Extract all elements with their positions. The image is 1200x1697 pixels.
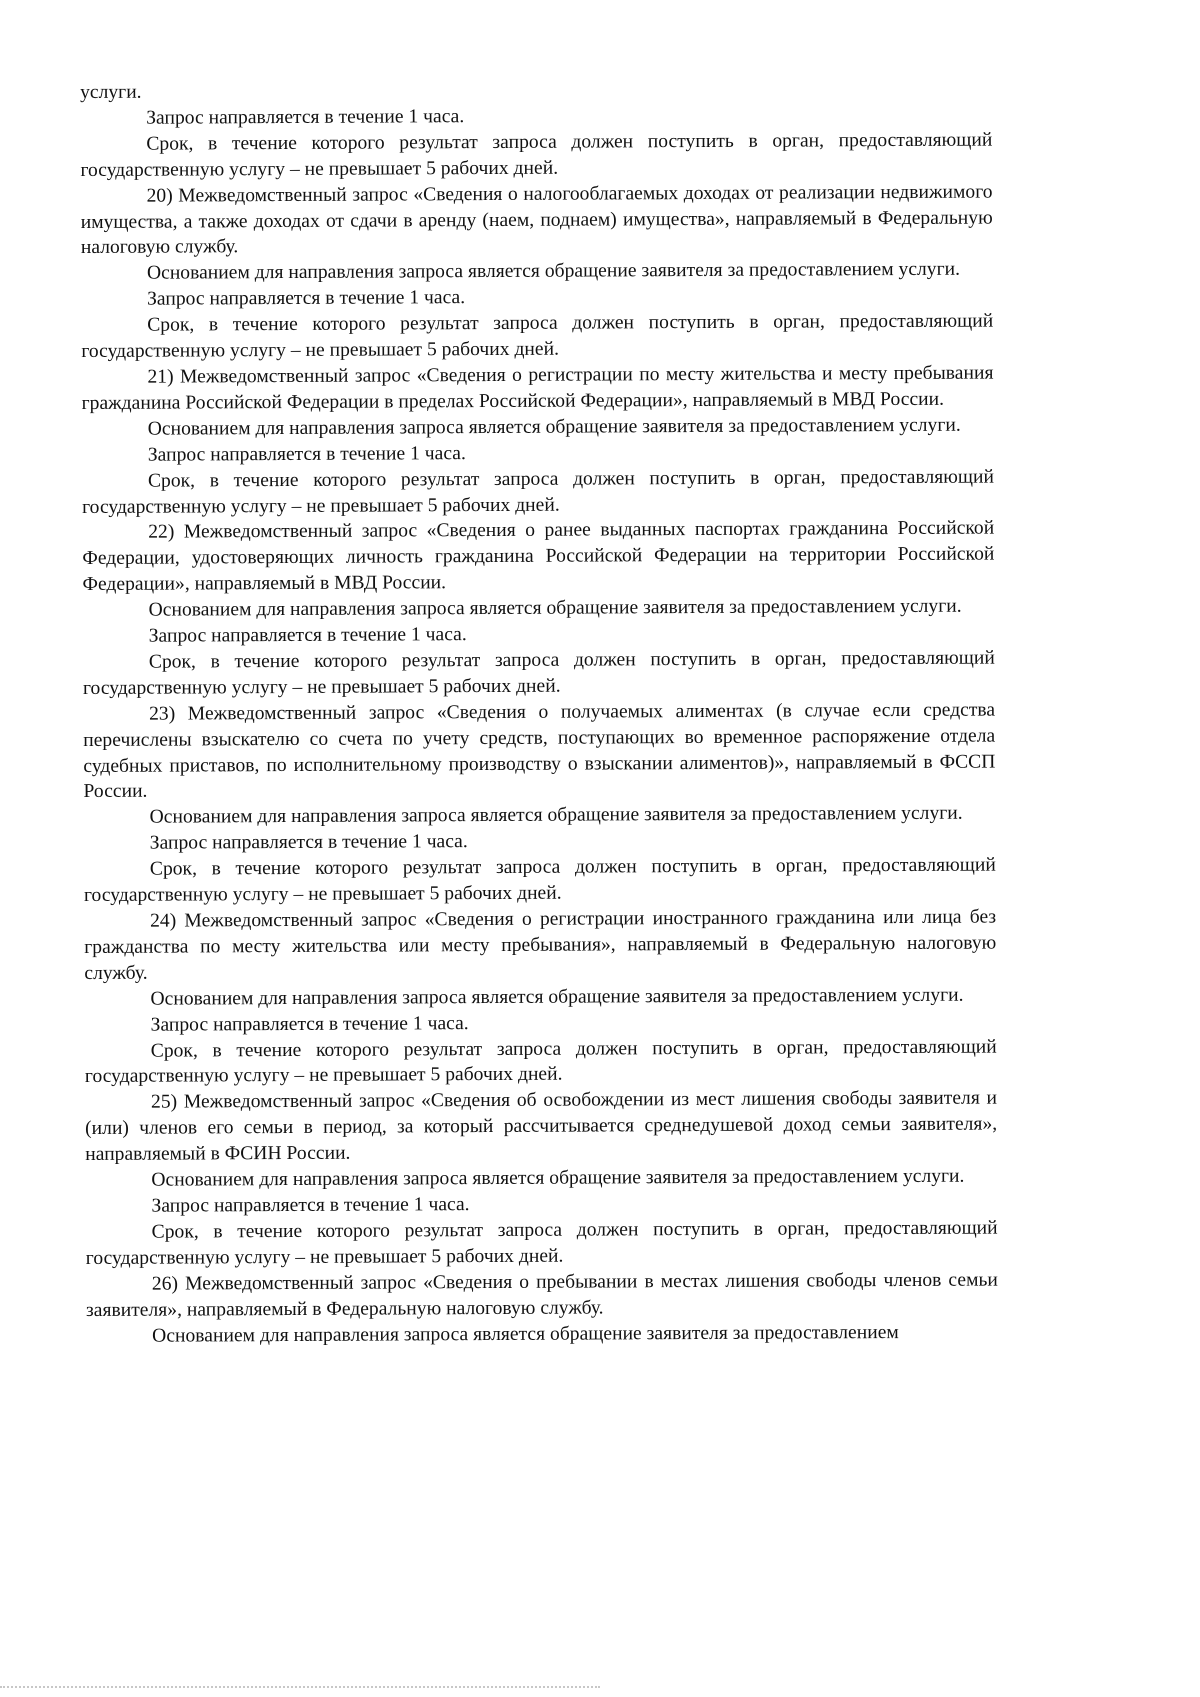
document-paragraph: Запрос направляется в течение 1 часа.	[147, 287, 466, 310]
document-paragraph: 20) Межведомственный запрос «Сведения о налогооблагаемых доходах от реализации недвижимого имущества, а также доходах от сдачи в аренду (наем, поднаем) имущества», направляемый в Федеральную налоговую службу.	[80, 181, 993, 259]
document-body	[80, 76, 998, 1350]
document-paragraph: Срок, в течение которого результат запроса должен поступить в орган, предоставляющий государственную услугу – не превышает 5 рабочих дней.	[80, 129, 993, 181]
document-paragraph: 25) Межведомственный запрос «Сведения об освобождении из мест лишения свободы заявителя и (или) членов его семьи в период, за который рассчитывается среднедушевой доход семьи заявителя», направляемый в ФСИН России.	[85, 1087, 998, 1166]
document-paragraph: 24) Межведомственный запрос «Сведения о регистрации иностранного гражданина или лица без гражданства по месту жительства или месту пребывания», направляемый в Федеральную налоговую службу.	[84, 906, 997, 984]
document-paragraph: Срок, в течение которого результат запроса должен поступить в орган, предоставляющий государственную услугу – не превышает 5 рабочих дней.	[85, 1217, 998, 1269]
document-paragraph: услуги.	[80, 81, 142, 103]
document-paragraph: Основанием для направления запроса является обращение заявителя за предоставлением услуги.	[147, 414, 961, 440]
document-paragraph: 26) Межведомственный запрос «Сведения о пребывании в местах лишения свободы членов семьи заявителя», направляемый в Федеральную налоговую службу.	[85, 1269, 998, 1321]
document-paragraph: Основанием для направления запроса является обращение заявителя за предоставлением услуги.	[148, 595, 962, 621]
document-paragraph: Запрос направляется в течение 1 часа.	[148, 624, 467, 647]
document-paragraph: Основанием для направления запроса является обращение заявителя за предоставлением услуги.	[146, 259, 961, 285]
document-paragraph: Срок, в течение которого результат запроса должен поступить в орган, предоставляющий государственную услугу – не превышает 5 рабочих дней.	[81, 310, 994, 363]
document-paragraph: Запрос направляется в течение 1 часа.	[149, 831, 468, 854]
scan-edge-artifact	[0, 1686, 600, 1688]
document-paragraph: Срок, в течение которого результат запроса должен поступить в орган, предоставляющий государственную услугу – не превышает 5 рабочих дней.	[83, 854, 996, 907]
document-paragraph: 23) Межведомственный запрос «Сведения о получаемых алиментах (в случае если средства перечислены взыскателю со счета по учету средств, поступающих во временное распоряжение отдела судебных приставов, по исполнительному производству о взыскании алиментов)», направляемый в ФССП России.	[83, 699, 996, 803]
document-paragraph: Запрос направляется в течение 1 часа.	[151, 1194, 470, 1217]
document-paragraph: 22) Межведомственный запрос «Сведения о ранее выданных паспортах гражданина Российской Федерации, удостоверяющих личность гражданина Российской Федерации на территории Российской Федерации», направляемый в МВД России.	[82, 517, 995, 596]
document-paragraph: Срок, в течение которого результат запроса должен поступить в орган, предоставляющий государственную услугу – не превышает 5 рабочих дней.	[82, 466, 995, 518]
document-paragraph: Основанием для направления запроса является обращение заявителя за предоставлением услуги.	[151, 1165, 965, 1191]
document-paragraph: Основанием для направления запроса является обращение заявителя за предоставлением	[152, 1321, 899, 1347]
document-paragraph: Запрос направляется в течение 1 часа.	[150, 1012, 469, 1036]
document-paragraph: Основанием для направления запроса является обращение заявителя за предоставлением услуги.	[149, 803, 963, 829]
document-paragraph: Срок, в течение которого результат запроса должен поступить в орган, предоставляющий государственную услугу – не превышает 5 рабочих дней.	[84, 1036, 997, 1088]
document-paragraph: Запрос направляется в течение 1 часа.	[146, 106, 465, 129]
document-paragraph: Запрос направляется в течение 1 часа.	[147, 442, 466, 466]
document-paragraph: Срок, в течение которого результат запроса должен поступить в орган, предоставляющий государственную услугу – не превышает 5 рабочих дней.	[82, 647, 995, 699]
document-paragraph: Основанием для направления запроса является обращение заявителя за предоставлением услуги.	[150, 984, 964, 1010]
document-paragraph: 21) Межведомственный запрос «Сведения о регистрации по месту жительства и месту пребывания гражданина Российской Федерации в пределах Российской Федерации», направляемый в МВД России.	[81, 362, 994, 414]
